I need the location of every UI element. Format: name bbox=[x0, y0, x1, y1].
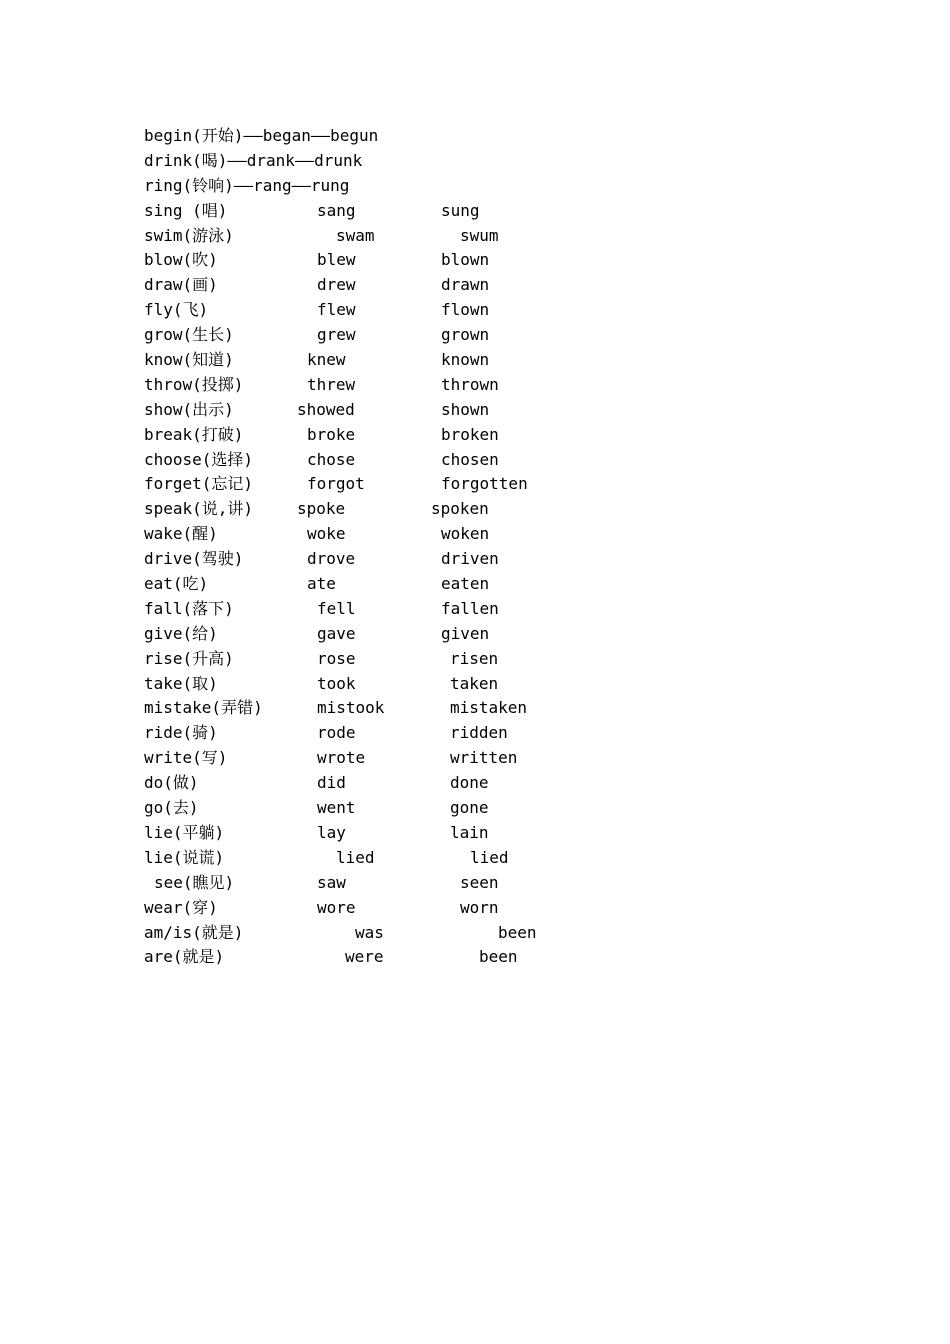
verb-participle: taken bbox=[450, 673, 499, 693]
verb-row-drink bbox=[144, 149, 744, 174]
verb-base: throw(投掷) bbox=[144, 374, 244, 394]
irregular-verb-list bbox=[144, 124, 744, 970]
verb-past: ate bbox=[307, 574, 336, 594]
verb-participle: driven bbox=[441, 549, 499, 569]
verb-line: begin(开始)——began——begun bbox=[144, 126, 379, 145]
verb-row-drive bbox=[144, 547, 744, 572]
verb-row-eat bbox=[144, 572, 744, 597]
verb-row-ring bbox=[144, 174, 744, 199]
verb-row-throw bbox=[144, 373, 744, 398]
verb-base: swim(游泳) bbox=[144, 225, 234, 245]
verb-base: do(做) bbox=[144, 773, 199, 793]
verb-row-wake bbox=[144, 522, 744, 547]
verb-row-know bbox=[144, 348, 744, 373]
verb-base: draw(画) bbox=[144, 275, 218, 295]
verb-past: gave bbox=[317, 623, 356, 643]
verb-participle: done bbox=[450, 773, 489, 793]
verb-row-forget bbox=[144, 472, 744, 497]
verb-row-choose bbox=[144, 448, 744, 473]
verb-participle: shown bbox=[441, 399, 490, 419]
verb-row-fall bbox=[144, 597, 744, 622]
verb-past: wrote bbox=[317, 748, 366, 768]
verb-base: break(打破) bbox=[144, 424, 244, 444]
verb-participle: drawn bbox=[441, 275, 490, 295]
verb-row-rise bbox=[144, 647, 744, 672]
verb-participle: ridden bbox=[450, 723, 508, 743]
verb-base: fall(落下) bbox=[144, 598, 234, 618]
verb-participle: blown bbox=[441, 250, 490, 270]
verb-base: rise(升高) bbox=[144, 648, 234, 668]
verb-participle: thrown bbox=[441, 374, 499, 394]
verb-base: go(去) bbox=[144, 798, 199, 818]
verb-row-sing bbox=[144, 199, 744, 224]
verb-participle: gone bbox=[450, 798, 489, 818]
verb-participle: forgotten bbox=[441, 474, 528, 494]
verb-line: ring(铃响)——rang——rung bbox=[144, 175, 350, 195]
verb-participle: been bbox=[498, 922, 537, 942]
verb-row-am-is bbox=[144, 921, 744, 946]
verb-row-mistake bbox=[144, 696, 744, 721]
verb-base: lie(平躺) bbox=[144, 822, 225, 842]
verb-past: rose bbox=[317, 648, 356, 668]
verb-row-draw bbox=[144, 273, 744, 298]
verb-participle: grown bbox=[441, 325, 490, 345]
verb-base: fly(飞) bbox=[144, 300, 209, 320]
verb-base: mistake(弄错) bbox=[144, 698, 263, 718]
verb-participle: mistaken bbox=[450, 698, 528, 718]
verb-base: blow(吹) bbox=[144, 250, 218, 270]
verb-row-break bbox=[144, 423, 744, 448]
verb-past: sang bbox=[317, 200, 356, 220]
verb-participle: risen bbox=[450, 648, 499, 668]
verb-row-lie-lay bbox=[144, 821, 744, 846]
verb-base: eat(吃) bbox=[144, 574, 209, 594]
verb-participle: seen bbox=[460, 872, 499, 892]
verb-participle: known bbox=[441, 350, 490, 370]
verb-row-speak bbox=[144, 497, 744, 522]
verb-past: fell bbox=[317, 598, 356, 618]
verb-participle: swum bbox=[460, 225, 499, 245]
verb-row-write bbox=[144, 746, 744, 771]
verb-row-see bbox=[144, 871, 744, 896]
verb-past: forgot bbox=[307, 474, 365, 494]
verb-past: flew bbox=[317, 300, 356, 320]
verb-participle: lain bbox=[450, 822, 489, 842]
verb-base: see(瞧见) bbox=[154, 872, 235, 892]
verb-past: grew bbox=[317, 325, 356, 345]
verb-base: choose(选择) bbox=[144, 449, 254, 469]
verb-past: took bbox=[317, 673, 356, 693]
verb-participle: written bbox=[450, 748, 518, 768]
verb-past: blew bbox=[317, 250, 356, 270]
verb-row-do bbox=[144, 771, 744, 796]
verb-past: chose bbox=[307, 449, 356, 469]
verb-row-give bbox=[144, 622, 744, 647]
verb-past: woke bbox=[307, 524, 346, 544]
verb-participle: eaten bbox=[441, 574, 490, 594]
verb-base: wake(醒) bbox=[144, 524, 218, 544]
verb-base: are(就是) bbox=[144, 947, 225, 967]
verb-row-fly bbox=[144, 298, 744, 323]
verb-past: broke bbox=[307, 424, 356, 444]
verb-participle: lied bbox=[470, 847, 509, 867]
verb-past: swam bbox=[336, 225, 375, 245]
verb-past: knew bbox=[307, 350, 346, 370]
verb-base: drive(驾驶) bbox=[144, 549, 244, 569]
verb-base: lie(说谎) bbox=[144, 847, 225, 867]
verb-past: lay bbox=[317, 822, 346, 842]
verb-row-go bbox=[144, 796, 744, 821]
verb-participle: sung bbox=[441, 200, 480, 220]
verb-past: lied bbox=[336, 847, 375, 867]
verb-base: grow(生长) bbox=[144, 325, 234, 345]
verb-base: take(取) bbox=[144, 673, 218, 693]
verb-past: did bbox=[317, 773, 346, 793]
verb-row-swim bbox=[144, 224, 744, 249]
verb-base: show(出示) bbox=[144, 399, 234, 419]
verb-past: rode bbox=[317, 723, 356, 743]
verb-base: wear(穿) bbox=[144, 897, 218, 917]
verb-base: speak(说,讲) bbox=[144, 499, 254, 519]
verb-participle: woken bbox=[441, 524, 490, 544]
verb-past: were bbox=[345, 947, 384, 967]
verb-past: drew bbox=[317, 275, 356, 295]
verb-row-wear bbox=[144, 896, 744, 921]
verb-participle: chosen bbox=[441, 449, 499, 469]
verb-base: am/is(就是) bbox=[144, 922, 244, 942]
verb-row-blow bbox=[144, 248, 744, 273]
verb-row-take bbox=[144, 672, 744, 697]
verb-row-lie-lied bbox=[144, 846, 744, 871]
verb-participle: worn bbox=[460, 897, 499, 917]
verb-row-begin bbox=[144, 124, 744, 149]
verb-participle: broken bbox=[441, 424, 499, 444]
verb-past: showed bbox=[297, 399, 355, 419]
verb-row-grow bbox=[144, 323, 744, 348]
verb-past: threw bbox=[307, 374, 356, 394]
verb-past: saw bbox=[317, 872, 346, 892]
verb-participle: given bbox=[441, 623, 490, 643]
verb-base: give(给) bbox=[144, 623, 218, 643]
verb-past: spoke bbox=[297, 499, 346, 519]
verb-past: drove bbox=[307, 549, 356, 569]
verb-past: was bbox=[355, 922, 384, 942]
verb-row-ride bbox=[144, 721, 744, 746]
verb-base: forget(忘记) bbox=[144, 474, 254, 494]
verb-base: write(写) bbox=[144, 748, 228, 768]
verb-past: went bbox=[317, 798, 356, 818]
verb-row-are bbox=[144, 945, 744, 970]
verb-base: ride(骑) bbox=[144, 723, 218, 743]
verb-past: wore bbox=[317, 897, 356, 917]
verb-participle: been bbox=[479, 947, 518, 967]
verb-past: mistook bbox=[317, 698, 385, 718]
verb-participle: fallen bbox=[441, 598, 499, 618]
verb-base: sing (唱) bbox=[144, 200, 228, 220]
verb-line: drink(喝)——drank——drunk bbox=[144, 150, 363, 170]
verb-row-show bbox=[144, 398, 744, 423]
verb-participle: flown bbox=[441, 300, 490, 320]
verb-base: know(知道) bbox=[144, 350, 234, 370]
verb-participle: spoken bbox=[431, 499, 489, 519]
